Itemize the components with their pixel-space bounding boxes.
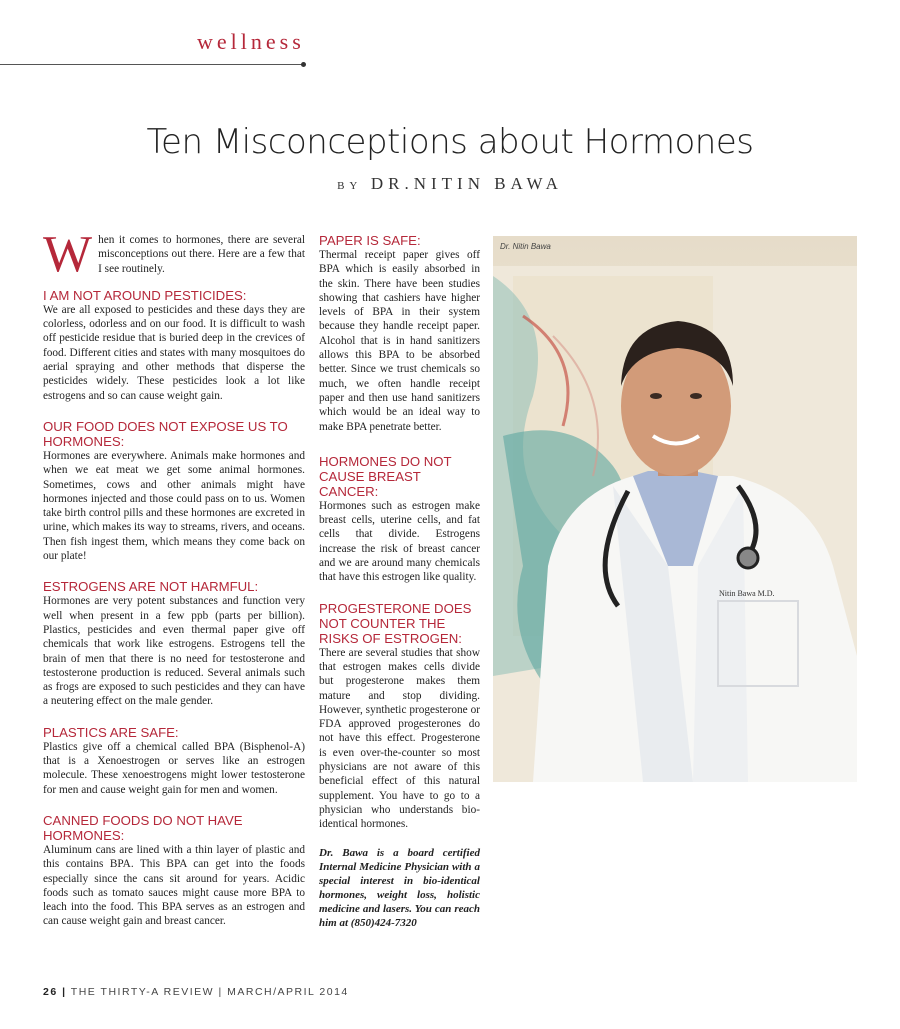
section-heading: PROGESTERONE DOES NOT COUNTER THE RISKS OF ESTROGEN: xyxy=(319,600,472,646)
byline xyxy=(0,174,900,194)
page-number: 26 xyxy=(43,986,58,998)
drop-cap: W xyxy=(43,226,93,283)
page-footer xyxy=(43,986,349,998)
header-rule-dot xyxy=(301,62,306,67)
intro-text: hen it comes to hormones, there are several misconceptions out there. Here are a few that I see routinely. xyxy=(98,234,305,275)
author-bio: Dr. Bawa is a board certified Internal Medicine Physician with a special interest in bio-identical hormones, weight loss, holistic medicine and lasers. You can reach him at (850)424-7320 xyxy=(319,846,480,929)
article-title: Ten Misconceptions about Hormones xyxy=(146,122,754,162)
section-body: Hormones are everywhere. Animals make hormones and when we eat meat we get some animal hormones. Sometimes, cows and other animals might have hormones injected and those could pass on to us. Women take birth control pills and these hormones are excreted in urine, which makes its way to streams, rivers, and oceans. Then fish ingest them, which means they come back on our plate! xyxy=(43,449,305,563)
section-heading: PAPER IS SAFE: xyxy=(319,233,421,248)
section-label: wellness xyxy=(197,29,305,54)
byline-author: DR.NITIN BAWA xyxy=(370,174,563,193)
section-heading: HORMONES DO NOT CAUSE BREAST CANCER: xyxy=(319,453,452,499)
section-body: Hormones are very potent substances and function very well when present in a few ppb (parts per billion). Plastics, pesticides and even thermal paper give off chemicals that work like estrogens. Estrogens tell the brain of men that there is no need for testosterone and testosterone production is reduced. Several animals such as frogs are exposed to such pesticides and they can have a neutering effect on the male gender. xyxy=(43,595,305,708)
section-body: Aluminum cans are lined with a thin layer of plastic and this contains BPA. This BPA can get into the foods especially since the cans sit around for years. Acidic foods such as tomato sauces might cause more BPA to leach into the food. This BPA serves as an estrogen and can cause weight gain and breast cancer. xyxy=(43,843,305,928)
header-rule xyxy=(0,64,304,65)
section-body: We are all exposed to pesticides and these days they are colorless, odorless and on our food. It is difficult to wash off pesticide residue that is buried deep in the crevices of food. Different cities and states with many mosquitoes do aerial spraying and other methods that disperse the pesticides widely. These pesticides look a lot like estrogens and so can cause weight gain. xyxy=(43,303,305,402)
section-heading: PLASTICS ARE SAFE: xyxy=(43,724,179,740)
section-heading: CANNED FOODS DO NOT HAVE HORMONES: xyxy=(43,812,243,843)
article-column-2 xyxy=(319,233,480,930)
section-body: Thermal receipt paper gives off BPA which is easily absorbed in the skin. There have been studies showing that cashiers have higher levels of BPA in their system because they handle receipt paper. Alcohol that is in hand sanitizers allows this BPA to be absorbed better. Since we trust chemicals so much, we often handle receipt paper and then use hand sanitizers which would be an ideal way to make BPA penetrate better. xyxy=(319,249,480,433)
footer-separator: | xyxy=(62,986,67,998)
author-photo xyxy=(493,236,857,782)
publication-name: THE THIRTY-A REVIEW xyxy=(70,986,215,998)
byline-prefix: BY xyxy=(337,180,363,192)
article-column-1 xyxy=(43,226,305,929)
coat-name-embroidery: Nitin Bawa M.D. xyxy=(719,589,775,598)
section-heading: ESTROGENS ARE NOT HARMFUL: xyxy=(43,579,259,595)
section-body: Hormones such as estrogen make breast cells, uterine cells, and fat cells that divide. Estrogens increase the risk of breast cancer and we are around many chemicals that have this estrogen like quality. xyxy=(319,499,480,584)
doctor-portrait-illustration xyxy=(493,236,857,782)
intro-paragraph xyxy=(43,226,305,283)
section-body: Plastics give off a chemical called BPA (Bisphenol-A) that is a Xenoestrogen or serves like an estrogen molecule. These xenoestrogens might lower testosterone for men and cause weight gain for men and women. xyxy=(43,740,305,796)
issue-date: MARCH/APRIL 2014 xyxy=(227,986,349,998)
section-heading: OUR FOOD DOES NOT EXPOSE US TO HORMONES: xyxy=(43,418,288,449)
photo-caption: Dr. Nitin Bawa xyxy=(500,242,551,251)
footer-separator: | xyxy=(218,986,223,998)
section-heading: I AM NOT AROUND PESTICIDES: xyxy=(43,287,247,303)
section-body: There are several studies that show that estrogen makes cells divide but progesterone makes them mature and stop dividing. However, synthetic progesterone or FDA approved progesterones do not have this effect. Progesterone is even over-the-counter so most physicians are not aware of this beneficial effect of this natural supplement. You have to go to a physician who understands bio-identical hormones. xyxy=(319,646,480,831)
